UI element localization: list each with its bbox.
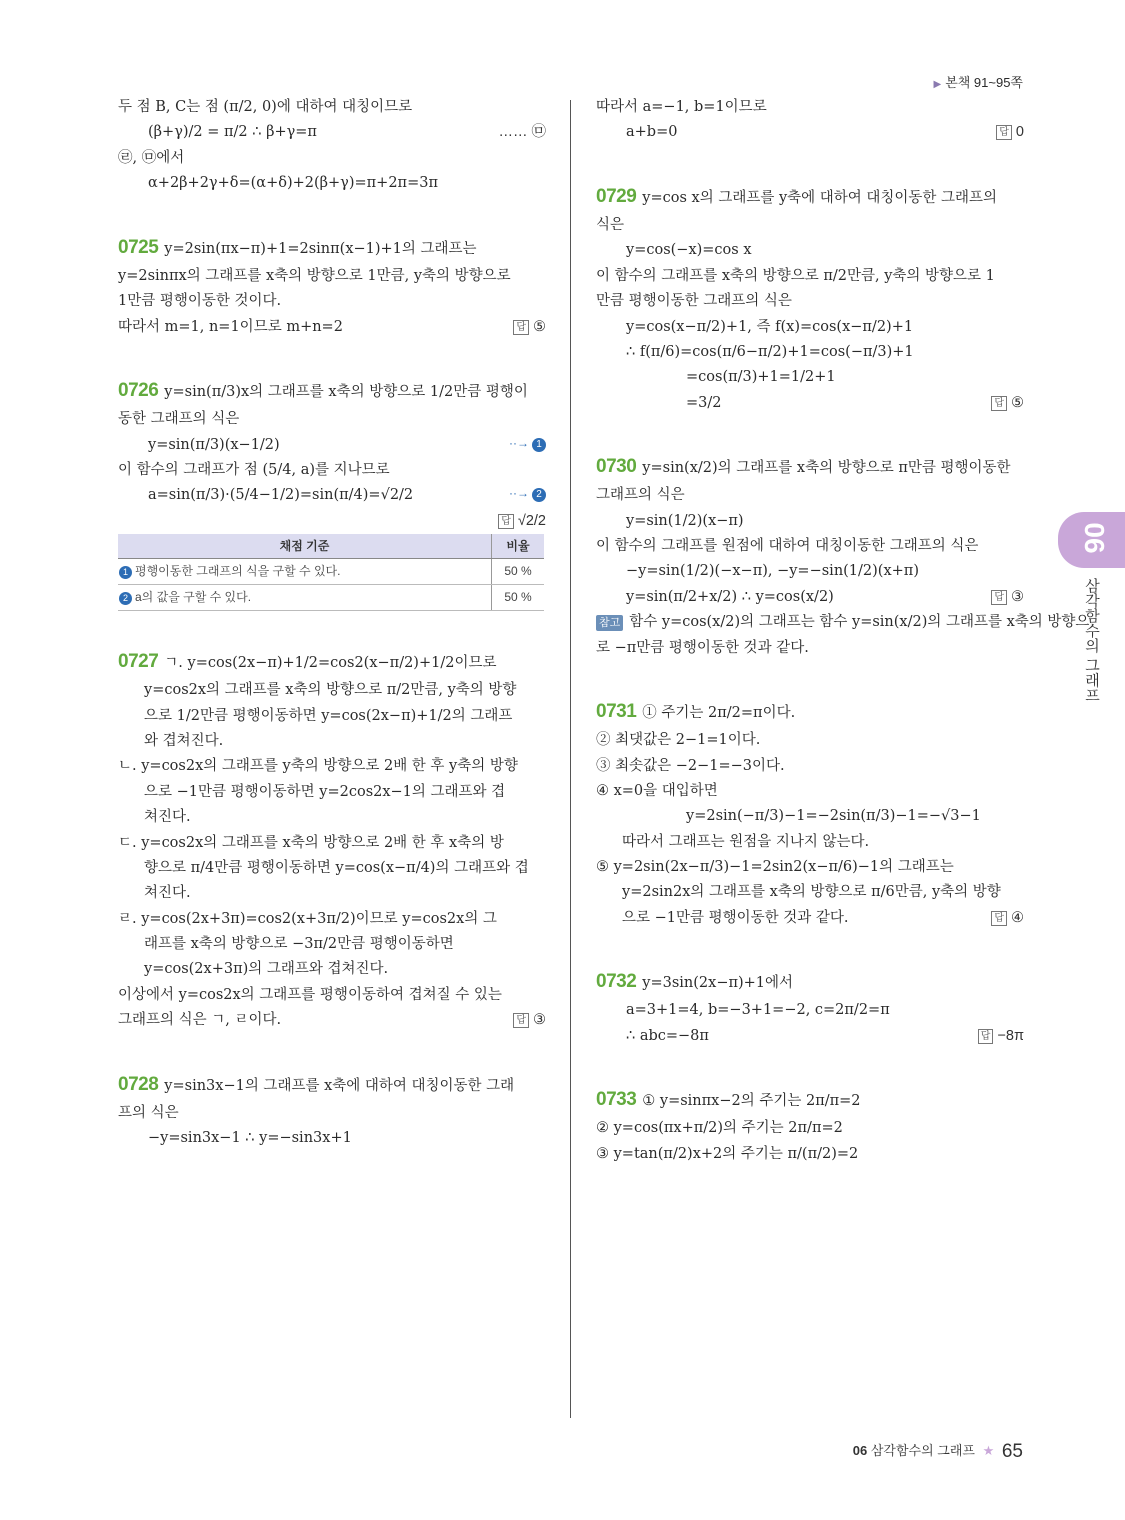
footer-title: 삼각함수의 그래프 [870, 1443, 975, 1458]
line-text: 따라서 a=−1, b=1이므로 [596, 99, 767, 115]
problem-number: 0727 [118, 651, 159, 672]
line-text: ㉣, ㉤에서 [118, 149, 185, 166]
line-text: y=sin(π/3)x의 그래프를 x축의 방향으로 1/2만큼 평행이 [164, 383, 528, 400]
line-text: y=sin(π/2+x/2) ∴ y=cos(x/2) [626, 588, 834, 605]
column-divider [570, 100, 571, 1418]
spacer [118, 611, 546, 645]
text-line [596, 559, 1024, 584]
line-text: ② 최댓값은 2−1=1이다. [596, 732, 761, 749]
text-line [118, 231, 546, 264]
text-line [596, 365, 1024, 390]
page-footer [853, 1440, 1023, 1463]
line-text: 식은 [596, 217, 625, 233]
text-line [118, 1068, 546, 1101]
text-line [118, 678, 546, 703]
right-column [596, 95, 1090, 1167]
text-line [596, 880, 1024, 905]
line-text: 1만큼 평행이동한 것이다. [118, 293, 282, 310]
line-text: =cos(π/3)+1=1/2+1 [686, 369, 836, 386]
line-text: ① 주기는 2π/2=π이다. [642, 704, 796, 721]
text-line [118, 856, 546, 881]
text-line [596, 728, 1024, 753]
line-text: −y=sin(1/2)(−x−π), −y=−sin(1/2)(x+π) [626, 563, 919, 580]
problem-number: 0733 [596, 1089, 637, 1111]
answer-value: −8π [997, 1027, 1024, 1044]
line-text: ③ y=tan(π/2)x+2의 주기는 π/(π/2)=2 [596, 1145, 859, 1162]
text-line [596, 340, 1024, 365]
line-text: ④ x=0을 대입하면 [596, 782, 718, 799]
page-header [933, 72, 1023, 91]
answer-value: ⑤ [533, 318, 546, 335]
line-text: 으로 −1만큼 평행이동한 것과 같다. [622, 909, 849, 926]
text-line [118, 458, 546, 483]
answer-badge [513, 315, 546, 340]
line-text: ㄱ. y=cos(2x−π)+1/2=cos2(x−π/2)+1/2이므로 [164, 655, 497, 671]
line-text: y=sin(x/2)의 그래프를 x축의 방향으로 π만큼 평행이동한 [642, 460, 1011, 476]
answer-icon: 답 [991, 590, 1007, 605]
chapter-tab-title: 삼각함수의 그래프 [1083, 578, 1100, 703]
step-number: 1 [119, 566, 132, 579]
text-line [596, 695, 1024, 728]
left-column [118, 95, 546, 1152]
text-line [118, 95, 546, 120]
chapter-tab [1058, 512, 1125, 568]
text-line [596, 585, 1024, 610]
line-text: y=cos(x−π/2)+1, 즉 f(x)=cos(x−π/2)+1 [626, 318, 914, 335]
line-text: 쳐진다. [144, 885, 191, 902]
step-marker: ··→ 2 [509, 483, 546, 504]
star-icon: ★ [982, 1443, 995, 1458]
left-content-top [118, 95, 546, 529]
spacer [596, 1049, 1024, 1083]
spacer [118, 197, 546, 231]
answer-value: 0 [1015, 124, 1024, 141]
problem-number: 0732 [596, 971, 637, 993]
text-line [596, 120, 1024, 145]
answer-icon: 답 [991, 911, 1007, 926]
answer-value: ⑤ [1011, 394, 1024, 411]
text-line [118, 831, 546, 856]
line-text: y=sin(1/2)(x−π) [626, 512, 744, 529]
step-number: 1 [532, 438, 546, 452]
score-ratio: 50 % [492, 585, 545, 611]
text-line [118, 805, 546, 830]
problem-number: 0725 [118, 236, 159, 258]
answer-badge [991, 906, 1024, 931]
score-criteria [118, 559, 492, 585]
line-text: −y=sin3x−1 ∴ y=−sin3x+1 [148, 1130, 352, 1147]
header-ref: 본책 91~95쪽 [945, 75, 1023, 90]
text-line [118, 407, 546, 432]
table-row [118, 559, 544, 585]
line-text: a=3+1=4, b=−3+1=−2, c=2π/2=π [626, 1002, 890, 1019]
text-line [596, 636, 1024, 661]
score-criteria [118, 585, 492, 611]
spacer [118, 1034, 546, 1068]
line-text: ② y=cos(πx+π/2)의 주기는 2π/π=2 [596, 1120, 843, 1137]
line-text: y=2sinπx의 그래프를 x축의 방향으로 1만큼, y축의 방향으로 [118, 267, 511, 284]
line-text: ③ 최솟값은 −2−1=−3이다. [596, 757, 785, 774]
line-text: y=cos2x의 그래프를 x축의 방향으로 π/2만큼, y축의 방향 [144, 682, 517, 699]
answer-value: ③ [533, 1012, 546, 1029]
text-line [118, 374, 546, 407]
text-line [118, 483, 546, 508]
step-marker: ··→ 1 [509, 433, 546, 454]
text-line [118, 120, 546, 145]
answer-icon: 답 [978, 1029, 994, 1044]
score-ratio: 50 % [492, 559, 545, 585]
answer-icon: 답 [996, 125, 1012, 140]
line-text: ∴ f(π/6)=cos(π/6−π/2)+1=cos(−π/3)+1 [626, 343, 914, 360]
text-line [596, 213, 1024, 238]
scoring-table [118, 534, 544, 611]
text-line [118, 704, 546, 729]
text-line [596, 830, 1024, 855]
line-text: 이 함수의 그래프를 x축의 방향으로 π/2만큼, y축의 방향으로 1 [596, 267, 995, 284]
score-header-criteria: 채점 기준 [118, 534, 492, 559]
text-line [118, 264, 546, 289]
line-text: 이 함수의 그래프를 원점에 대하여 대칭이동한 그래프의 식은 [596, 538, 979, 554]
line-text: 향으로 π/4만큼 평행이동하면 y=cos(x−π/4)의 그래프와 겹 [144, 859, 529, 876]
line-text: ∴ abc=−8π [626, 1027, 709, 1044]
text-line [596, 804, 1024, 829]
text-line [118, 1126, 546, 1151]
problem-number: 0726 [118, 379, 159, 401]
criteria-text: 평행이동한 그래프의 식을 구할 수 있다. [135, 564, 341, 578]
answer-icon: 답 [498, 514, 514, 529]
answer-value: √2/2 [517, 512, 546, 529]
spacer [596, 661, 1024, 695]
line-text: 와 겹쳐진다. [144, 733, 224, 749]
answer-badge [513, 1008, 546, 1033]
text-line [596, 1024, 1024, 1049]
answer-badge [498, 509, 546, 534]
line-text: 두 점 B, C는 점 (π/2, 0)에 대하여 대칭이므로 [118, 99, 413, 115]
text-line [596, 264, 1024, 289]
left-content-bottom [118, 611, 546, 1152]
text-line [596, 483, 1024, 508]
text-line [118, 1101, 546, 1126]
problem-number: 0730 [596, 456, 637, 477]
spacer [596, 416, 1024, 450]
line-text: y=sin(π/3)(x−1/2) [148, 436, 280, 453]
line-text: y=sin3x−1의 그래프를 x축에 대하여 대칭이동한 그래 [164, 1077, 515, 1094]
text-line [118, 907, 546, 932]
text-line [596, 855, 1024, 880]
criteria-text: a의 값을 구할 수 있다. [135, 590, 252, 604]
answer-badge [996, 120, 1024, 145]
text-line [596, 509, 1024, 534]
problem-number: 0731 [596, 700, 637, 722]
line-text: 이 함수의 그래프가 점 (5/4, a)를 지나므로 [118, 461, 390, 478]
line-text: 만큼 평행이동한 그래프의 식은 [596, 293, 792, 310]
line-text: y=cos(−x)=cos x [626, 242, 752, 259]
line-text: y=2sin(πx−π)+1=2sinπ(x−1)+1의 그래프는 [164, 240, 477, 257]
step-number: 2 [119, 592, 132, 605]
text-line [118, 315, 546, 340]
spacer [596, 931, 1024, 965]
line-text: 따라서 그래프는 원점을 지나지 않는다. [622, 833, 870, 850]
line-text: 이상에서 y=cos2x의 그래프를 평행이동하여 겹쳐질 수 있는 [118, 986, 502, 1003]
text-line [596, 779, 1024, 804]
answer-value: ③ [1011, 588, 1024, 605]
text-line [596, 315, 1024, 340]
text-line [118, 171, 546, 196]
text-line [596, 95, 1024, 120]
text-line [596, 534, 1024, 559]
line-text: α+2β+2γ+δ=(α+δ)+2(β+γ)=π+2π=3π [148, 175, 438, 192]
text-line [118, 881, 546, 906]
text-line [596, 289, 1024, 314]
problem-number: 0728 [118, 1073, 159, 1095]
text-line [596, 238, 1024, 263]
text-line [118, 932, 546, 957]
text-line [118, 729, 546, 754]
answer-badge [991, 585, 1024, 610]
problem-number: 0729 [596, 185, 637, 207]
line-text: 프의 식은 [118, 1104, 179, 1121]
answer-badge [978, 1024, 1024, 1049]
score-header-ratio: 비율 [492, 534, 545, 559]
text-line [596, 754, 1024, 779]
scoring-rows [118, 559, 544, 611]
line-text: 그래프의 식은 ㄱ, ㄹ이다. [118, 1012, 282, 1029]
spacer [118, 340, 546, 374]
text-line [118, 146, 546, 171]
table-row [118, 585, 544, 611]
text-line [596, 906, 1024, 931]
line-text: y=2sin2x의 그래프를 x축의 방향으로 π/6만큼, y축의 방향 [622, 884, 1001, 901]
text-line [118, 957, 546, 982]
text-line [596, 180, 1024, 213]
text-line [118, 754, 546, 779]
text-line [118, 983, 546, 1008]
text-line [596, 450, 1024, 483]
line-text: ⑤ y=2sin(2x−π/3)−1=2sin2(x−π/6)−1의 그래프는 [596, 859, 954, 875]
text-line [596, 1083, 1024, 1116]
line-text: a+b=0 [626, 124, 678, 141]
text-line [118, 433, 546, 458]
line-text: (β+γ)/2 = π/2 ∴ β+γ=π [148, 124, 317, 141]
triangle-icon: ▶ [933, 79, 942, 90]
answer-badge [991, 391, 1024, 416]
text-line [596, 610, 1090, 635]
line-text: 그래프의 식은 [596, 487, 685, 504]
spacer [596, 146, 1024, 180]
text-line [118, 645, 546, 678]
line-text: 로 −π만큼 평행이동한 것과 같다. [596, 639, 809, 656]
step-number: 2 [532, 488, 546, 502]
answer-value: ④ [1011, 909, 1024, 926]
note-label: 참고 [596, 615, 623, 631]
answer-icon: 답 [991, 396, 1007, 411]
text-line [118, 1008, 546, 1033]
line-text: ㄴ. y=cos2x의 그래프를 y축의 방향으로 2배 한 후 y축의 방향 [118, 758, 518, 775]
text-line [118, 289, 546, 314]
chapter-tab-number: 06 [1079, 522, 1110, 554]
text-line [596, 1142, 1024, 1167]
line-text: ① y=sinπx−2의 주기는 2π/π=2 [642, 1093, 861, 1110]
line-text: y=cos x의 그래프를 y축에 대하여 대칭이동한 그래프의 [642, 189, 998, 206]
line-text: 함수 y=cos(x/2)의 그래프는 함수 y=sin(x/2)의 그래프를 x축의 방향으 [629, 614, 1090, 631]
page-number: 65 [1001, 1441, 1023, 1462]
line-text: ㄹ. y=cos(2x+3π)=cos2(x+3π/2)이므로 y=cos2x의 그 [118, 910, 497, 927]
line-text: 으로 1/2만큼 평행이동하면 y=cos(2x−π)+1/2의 그래프 [144, 707, 513, 724]
line-text: y=3sin(2x−π)+1에서 [642, 975, 794, 992]
text-line [596, 391, 1024, 416]
answer-icon: 답 [513, 320, 529, 335]
equation-ref: …… ㉤ [498, 124, 546, 141]
footer-chapter: 06 [852, 1443, 868, 1458]
line-text: ㄷ. y=cos2x의 그래프를 x축의 방향으로 2배 한 후 x축의 방 [118, 834, 504, 851]
line-text: y=2sin(−π/3)−1=−2sin(π/3)−1=−√3−1 [686, 808, 981, 825]
line-text: 으로 −1만큼 평행이동하면 y=2cos2x−1의 그래프와 겹 [144, 783, 506, 800]
text-line [596, 998, 1024, 1023]
text-line [596, 965, 1024, 998]
line-text: 따라서 m=1, n=1이므로 m+n=2 [118, 318, 343, 335]
text-line [118, 780, 546, 805]
text-line [596, 1116, 1024, 1141]
line-text: 쳐진다. [144, 809, 191, 826]
line-text: 래프를 x축의 방향으로 −3π/2만큼 평행이동하면 [144, 936, 454, 952]
line-text: 동한 그래프의 식은 [118, 411, 240, 428]
line-text: a=sin(π/3)·(5/4−1/2)=sin(π/4)=√2/2 [148, 487, 414, 504]
answer-icon: 답 [513, 1013, 529, 1028]
line-text: y=cos(2x+3π)의 그래프와 겹쳐진다. [144, 961, 389, 978]
line-text: =3/2 [686, 394, 722, 411]
